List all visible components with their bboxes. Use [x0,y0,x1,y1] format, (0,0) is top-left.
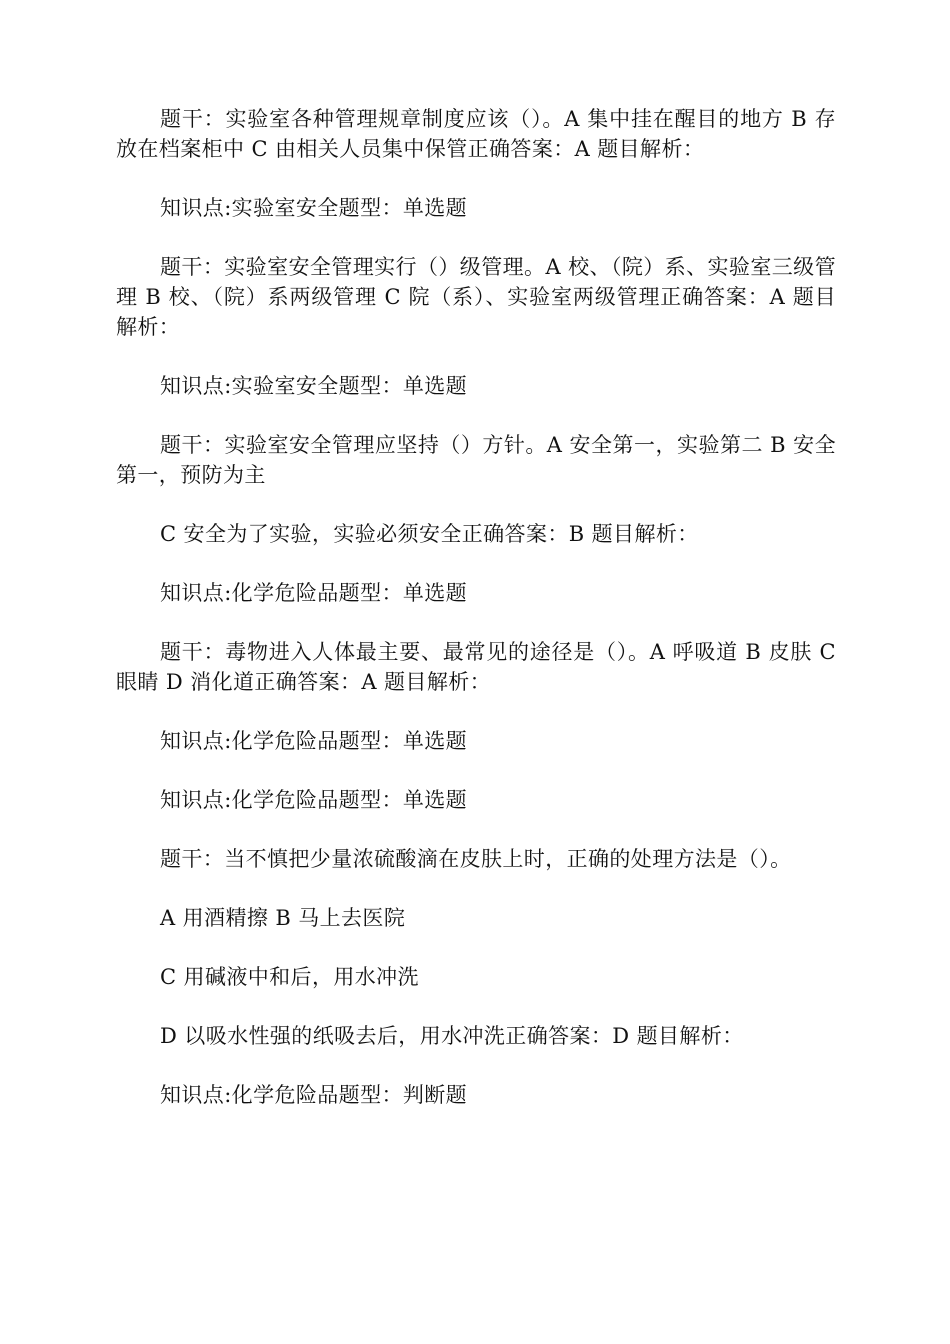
knowledge-point-paragraph: 知识点:实验室安全题型：单选题 [160,374,468,398]
question-paragraph: 题干：实验室安全管理实行（）级管理。A 校、（院）系、实验室三级管理 B 校、（院）系两级管理 C 院（系）、实验室两级管理正确答案：A 题目解析： [116,255,836,339]
knowledge-point-paragraph: 知识点:化学危险品题型：单选题 [160,788,468,812]
knowledge-point-paragraph: 知识点:化学危险品题型：单选题 [160,581,468,605]
option-paragraph: D 以吸水性强的纸吸去后，用水冲洗正确答案：D 题目解析： [160,1024,744,1048]
option-paragraph: A 用酒精擦 B 马上去医院 [160,906,406,930]
knowledge-point-paragraph: 知识点:实验室安全题型：单选题 [160,196,468,220]
document-body [116,104,836,1110]
question-paragraph: 题干：毒物进入人体最主要、最常见的途径是（）。A 呼吸道 B 皮肤 C 眼睛 D 消化道正确答案：A 题目解析： [116,640,836,694]
question-paragraph: 题干：实验室各种管理规章制度应该（）。A 集中挂在醒目的地方 B 存放在档案柜中 C 由相关人员集中保管正确答案：A 题目解析： [116,107,836,161]
question-paragraph: 题干：当不慎把少量浓硫酸滴在皮肤上时，正确的处理方法是（）。 [160,847,792,871]
knowledge-point-paragraph: 知识点:化学危险品题型：单选题 [160,729,468,753]
question-paragraph: 题干：实验室安全管理应坚持（）方针。A 安全第一，实验第二 B 安全第一，预防为主 [116,433,836,487]
knowledge-point-paragraph: 知识点:化学危险品题型：判断题 [160,1083,468,1107]
option-paragraph: C 安全为了实验，实验必须安全正确答案：B 题目解析： [160,522,699,546]
option-paragraph: C 用碱液中和后，用水冲洗 [160,965,419,989]
